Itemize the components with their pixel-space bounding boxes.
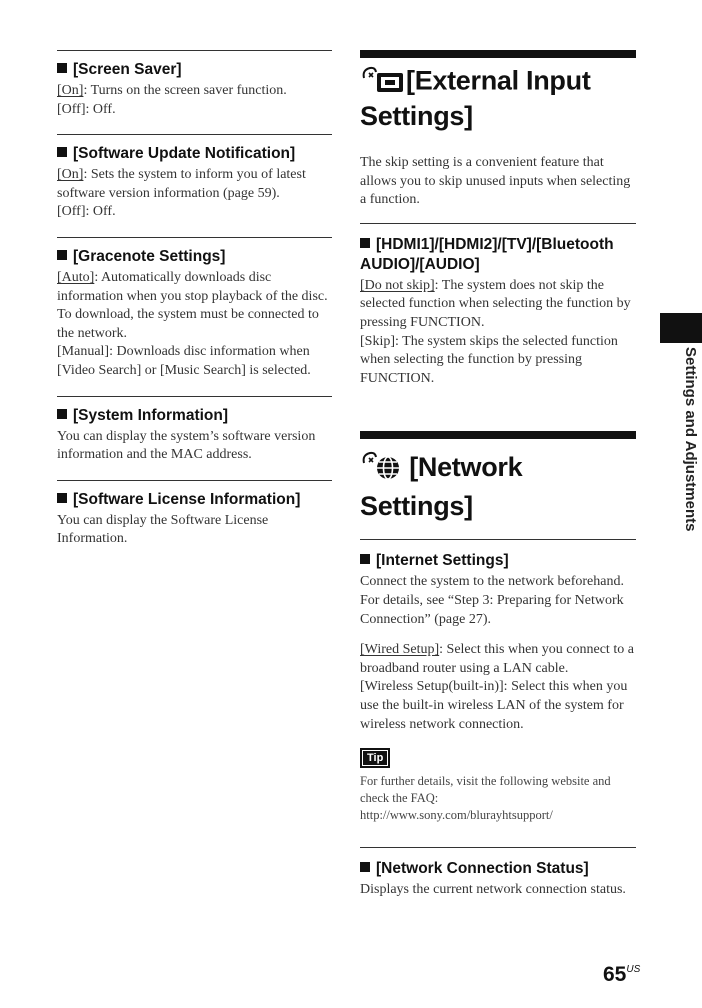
option-do-not-skip: [Do not skip]: [360, 277, 435, 293]
option-on: [On]: [57, 167, 84, 183]
side-section-label: Settings and Adjustments: [682, 347, 699, 532]
bullet-square-icon: [57, 493, 67, 503]
page-suffix: US: [626, 964, 641, 975]
system-info-heading: [System Information]: [57, 406, 332, 426]
left-column: [57, 50, 332, 549]
gracenote-section: [Gracenote Settings] [Auto]: Automatically downloads disc information when you stop playback of the disc. To download, the system must be connected to the network. [Manual]: Downloads disc information when [Video Search] or [Music Search] is selected.: [57, 238, 332, 381]
input-skip-section: [HDMI1]/[HDMI2]/[TV]/[Bluetooth AUDIO]/[AUDIO] [Do not skip]: The system does not skip the selected function when selecting the function by pressing FUNCTION. [Skip]: The system skips the selected function when selecting the function by pressing FUNCTION.: [360, 224, 636, 389]
network-settings-title: [Network Settings]: [360, 439, 636, 523]
system-info-text: You can display the system’s software version information and the MAC address.: [57, 428, 316, 463]
option-off: [Off]: Off.: [57, 204, 116, 220]
option-manual: [Manual]: Downloads disc information when [Video Search] or [Music Search] is selected.: [57, 344, 311, 378]
external-input-title: [External Input Settings]: [360, 65, 591, 131]
external-input-intro: The skip setting is a convenient feature that allows you to skip unused inputs when selecting a function.: [360, 155, 631, 208]
option-auto: [Auto]: [57, 269, 95, 285]
section-tab-marker: [660, 313, 702, 343]
network-settings-icon: [360, 449, 402, 489]
bullet-square-icon: [57, 250, 67, 260]
software-update-heading: [Software Update Notification]: [57, 144, 332, 164]
option-wired-setup: [Wired Setup]: [360, 642, 440, 658]
bullet-square-icon: [57, 409, 67, 419]
option-on: [On]: [57, 83, 84, 98]
external-input-icon: [360, 64, 406, 101]
tip-url: http://www.sony.com/blurayhtsupport/: [360, 808, 553, 823]
option-skip: [Skip]: The system skips the selected function when selecting the function by pressing FUNCTION.: [360, 333, 618, 386]
software-license-text: You can display the Software License Information.: [57, 512, 269, 547]
right-column: [360, 50, 636, 900]
bullet-square-icon: [57, 63, 67, 73]
internet-settings-section: [Internet Settings] Connect the system to the network beforehand. For details, see “Step 3: Preparing for Network Connection” (page 27). [Wired Setup]: Select this when you connect to a broadband router using a LAN cable. [Wireless Setup(built-in)]: Select this when you use the built-in wireless LAN of the system for wireless network connection. Tip For further details, visit the following website and check the FAQ: http://www.sony.com/blurayhtsupport/: [360, 540, 636, 824]
software-update-section: [Software Update Notification] [On]: Sets the system to inform you of latest software version information (page 59). [Off]: Off.: [57, 135, 332, 222]
network-status-text: Displays the current network connection status.: [360, 882, 626, 898]
title-bar: [360, 431, 636, 439]
network-status-heading: [Network Connection Status]: [360, 859, 636, 879]
internet-settings-text: Connect the system to the network beforehand. For details, see “Step 3: Preparing for Network Connection” (page 27).: [360, 574, 624, 627]
option-off: [Off]: Off.: [57, 101, 116, 117]
page-number: $65^{US}$: [603, 963, 641, 986]
title-bar: [360, 50, 636, 58]
bullet-square-icon: [360, 238, 370, 248]
option-wireless-setup: [Wireless Setup(built-in)]: Select this when you use the built-in wireless LAN of the system for wireless network connection.: [360, 679, 628, 732]
screen-saver-section: [Screen Saver] [On]: Turns on the screen saver function. [Off]: Off.: [57, 51, 332, 119]
screen-saver-heading: [Screen Saver]: [57, 60, 332, 80]
internet-settings-heading: [Internet Settings]: [360, 551, 636, 571]
tip-badge: Tip: [360, 748, 390, 768]
input-skip-heading: [HDMI1]/[HDMI2]/[TV]/[Bluetooth AUDIO]/[AUDIO]: [360, 235, 614, 273]
software-license-heading: [Software License Information]: [57, 490, 332, 510]
bullet-square-icon: [360, 862, 370, 872]
software-license-section: [57, 481, 332, 549]
bullet-square-icon: [360, 554, 370, 564]
bullet-square-icon: [57, 147, 67, 157]
system-info-section: [57, 397, 332, 465]
tip-text: For further details, visit the following website and check the FAQ:: [360, 774, 611, 806]
network-status-section: [360, 848, 636, 900]
gracenote-heading: [Gracenote Settings]: [57, 247, 332, 267]
